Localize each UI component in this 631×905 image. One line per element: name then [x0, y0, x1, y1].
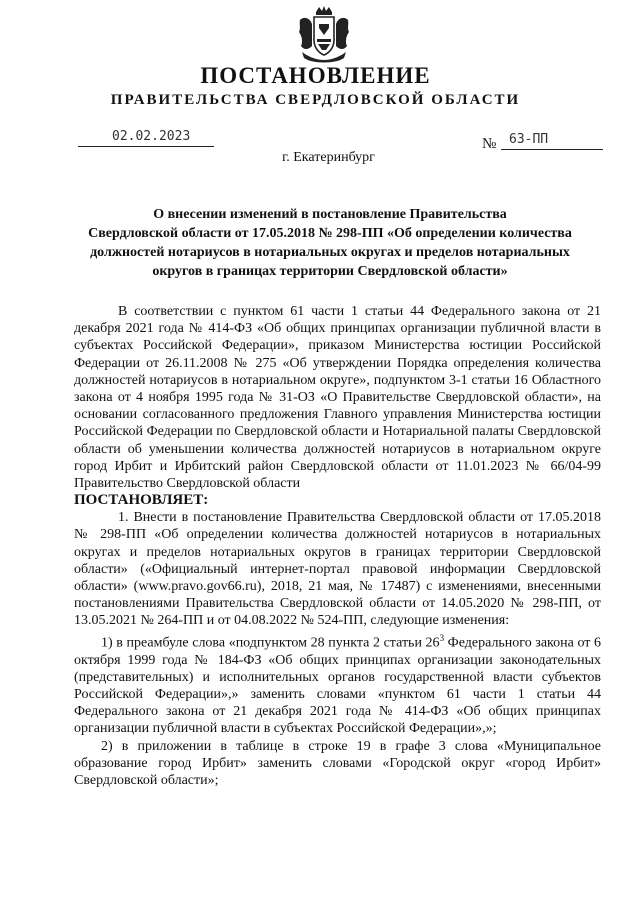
heading-line: округов в границах территории Свердловской области»: [152, 264, 508, 279]
article-superscript: 3: [439, 632, 445, 643]
number-sign: №: [482, 136, 497, 152]
preamble-paragraph: В соответствии с пунктом 61 части 1 статьи 44 Федерального закона от 21 декабря 2021 года № 414-ФЗ «Об общих принципах организации публичной власти в субъектах Российской Федерации», приказом Министерства юстиции Российской Федерации от 26.11.2008 № 275 «Об утверждении Порядка определения количества должностей нотариусов в нотариальном округе», подпунктом 3-1 статьи 16 Областного закона от 4 ноября 1995 года № 31-ОЗ «О Правительстве Свердловской области», на основании согласованного предложения Главного управления Министерства юстиции Российской Федерации по Свердловской области и Нотариальной палаты Свердловской области об уменьшении количества должностей нотариусов в нотариальном округе город Ирбит и Ирбитский район Свердловской области от 11.01.2023 № 66/04-99 Правительство Свердловской области: [74, 304, 601, 492]
item-1-text-end: Федерального закона от 6 октября 1999 года № 184-ФЗ «Об общих принципах организации законодательных (представительных) и исполнительных органов государственной власти субъектов Российской Федерации»,» заменить словами «пунктом 61 части 1 статьи 44 Федерального закона от 21 декабря 2021 года № 414-ФЗ «Об общих принципах организации публичной власти в субъектах Российской Федерации»,»;: [74, 635, 602, 737]
item-2-paragraph: 2) в приложении в таблице в строке 19 в графе 3 слова «Муниципальное образование город Ирбит» заменить словами «Городской округ «город Ирбит» Свердловской области»;: [74, 738, 601, 788]
item-1-paragraph: [74, 630, 601, 738]
sverdlovsk-coat-of-arms-icon: [296, 6, 352, 66]
document-heading: [60, 205, 600, 281]
point-1-paragraph: 1. Внести в постановление Правительства Свердловской области от 17.05.2018 № 298-ПП «Об определении количества должностей нотариусов в нотариальных округах и пределов нотариальных округов в границах территории Свердловской области» («Официальный интернет-портал правовой информации Свердловской области» (www.pravo.gov66.ru), 2018, 21 мая, № 17487) с изменениями, внесенными постановлениями Правительства Свердловской области от 14.05.2020 № 298-ПП, от 13.05.2021 № 264-ПП и от 04.08.2022 № 524-ПП, следующие изменения:: [74, 510, 601, 629]
document-number: 63-ПП: [501, 131, 603, 150]
issuing-authority: ПРАВИТЕЛЬСТВА СВЕРДЛОВСКОЙ ОБЛАСТИ: [110, 92, 521, 108]
heading-line: Свердловской области от 17.05.2018 № 298-ПП «Об определении количества: [88, 226, 572, 241]
document-body: [74, 303, 601, 789]
heading-line: должностей нотариусов в нотариальных округах и пределов нотариальных: [90, 245, 570, 260]
item-1-text-start: 1) в преамбуле слова «подпунктом 28 пункта 2 статьи 26: [101, 635, 440, 651]
document-title: ПОСТАНОВЛЕНИЕ: [200, 63, 431, 88]
document-date: 02.02.2023: [78, 128, 214, 147]
ruling-word: ПОСТАНОВЛЯЕТ:: [74, 492, 209, 509]
heading-line: О внесении изменений в постановление Правительства: [153, 207, 507, 222]
document-city: г. Екатеринбург: [282, 150, 375, 165]
